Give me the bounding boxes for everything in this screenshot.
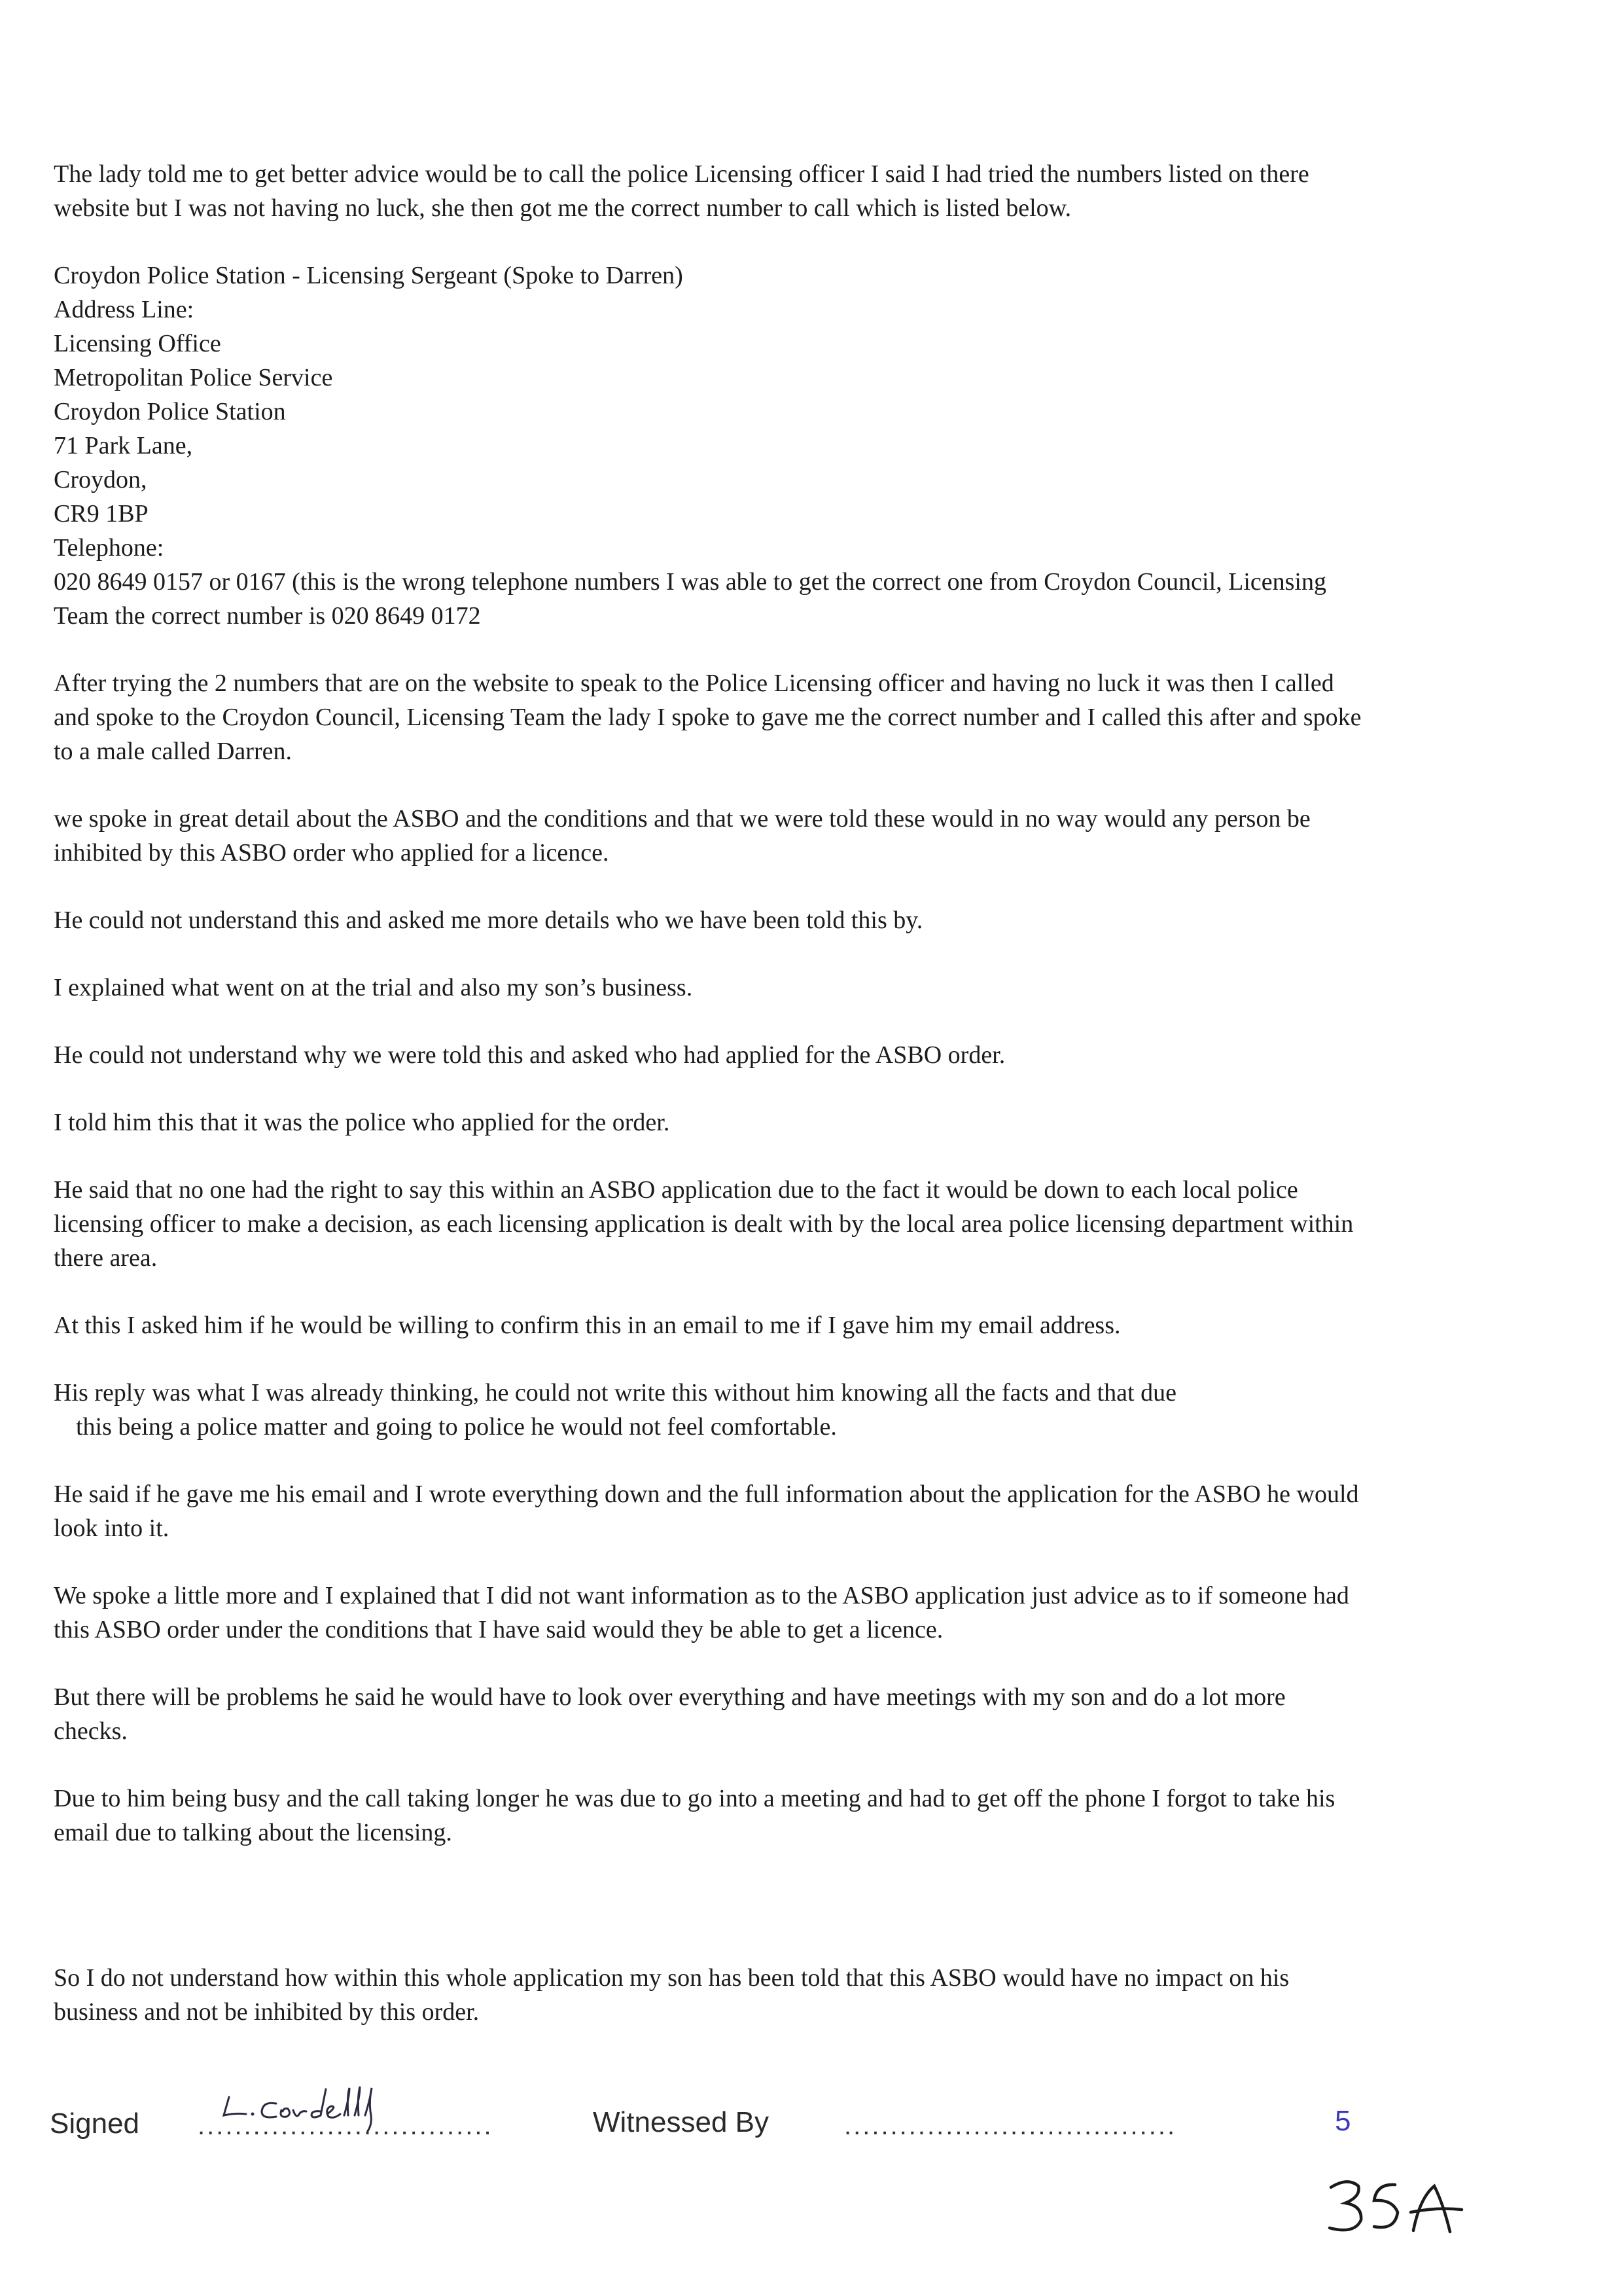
witness-signature-line: ....................................: [844, 2111, 1177, 2140]
paragraph: We spoke a little more and I explained that I did not want information as to the ASBO application just advice as to if someone had this ASBO order under the conditions that I have said would they be able to get a licence.: [54, 1582, 1349, 1643]
paragraph: He said that no one had the right to say this within an ASBO application due to the fact it would be down to each local police licensing officer to make a decision, as each licensing application is dealt with by the local area police licensing department within there area.: [54, 1176, 1354, 1272]
telephone-note: 020 8649 0157 or 0167 (this is the wrong telephone numbers I was able to get the correct one from Croydon Council, Licensing Team the correct number is 020 8649 0172: [54, 568, 1326, 630]
page-number: 5: [1335, 2105, 1351, 2137]
address-line: Address Line:: [54, 296, 194, 323]
paragraph: At this I asked him if he would be willing to confirm this in an email to me if I gave him my email address.: [54, 1312, 1121, 1339]
witnessed-by-label: Witnessed By: [593, 2106, 769, 2138]
address-line: Metropolitan Police Service: [54, 364, 333, 391]
paragraph: His reply was what I was already thinking, he could not write this without him knowing all the facts and that due: [54, 1379, 1176, 1407]
paragraph: He could not understand why we were told this and asked who had applied for the ASBO order.: [54, 1041, 1006, 1069]
address-line: Licensing Office: [54, 330, 221, 357]
address-line: 71 Park Lane,: [54, 432, 193, 459]
paragraph: After trying the 2 numbers that are on the website to speak to the Police Licensing officer and having no luck it was then I called and spoke to the Croydon Council, Licensing Team the lady I spoke to gave me the correct number and I called this after and spoke to a male called Darren.: [54, 670, 1362, 765]
paragraph: The lady told me to get better advice would be to call the police Licensing officer I said I had tried the numbers listed on there website but I was not having no luck, she then got me the correct number to call which is listed below.: [54, 160, 1309, 222]
address-line: Croydon Police Station: [54, 398, 286, 425]
address-line: Croydon,: [54, 466, 147, 493]
paragraph: I told him this that it was the police who applied for the order.: [54, 1109, 670, 1136]
closing-paragraph: So I do not understand how within this whole application my son has been told that this ASBO would have no impact on his business and not be inhibited by this order.: [54, 1964, 1290, 2026]
signature-footer: [0, 2081, 1609, 2160]
paragraph: He could not understand this and asked me more details who we have been told this by.: [54, 906, 923, 934]
address-block: [54, 259, 1362, 633]
paragraph: He said if he gave me his email and I wrote everything down and the full information about the application for the ASBO he would look into it.: [54, 1480, 1359, 1542]
paragraph: I explained what went on at the trial and also my son’s business.: [54, 974, 693, 1001]
address-line: Telephone:: [54, 534, 164, 562]
address-heading: Croydon Police Station - Licensing Sergeant (Spoke to Darren): [54, 262, 683, 289]
address-line: CR9 1BP: [54, 500, 149, 528]
paragraph: Due to him being busy and the call taking longer he was due to go into a meeting and had to get off the phone I forgot to take his email due to talking about the licensing.: [54, 1785, 1335, 1846]
document-body: [54, 157, 1362, 2062]
signature-line: ................................: [198, 2111, 493, 2140]
handwritten-reference-mark: [1322, 2172, 1472, 2244]
paragraph: we spoke in great detail about the ASBO and the conditions and that we were told these would in no way would any person be inhibited by this ASBO order who applied for a licence.: [54, 805, 1311, 867]
paragraph-continuation: this being a police matter and going to police he would not feel comfortable.: [76, 1413, 837, 1441]
signed-label: Signed: [50, 2108, 140, 2140]
paragraph: But there will be problems he said he would have to look over everything and have meetings with my son and do a lot more checks.: [54, 1683, 1286, 1745]
